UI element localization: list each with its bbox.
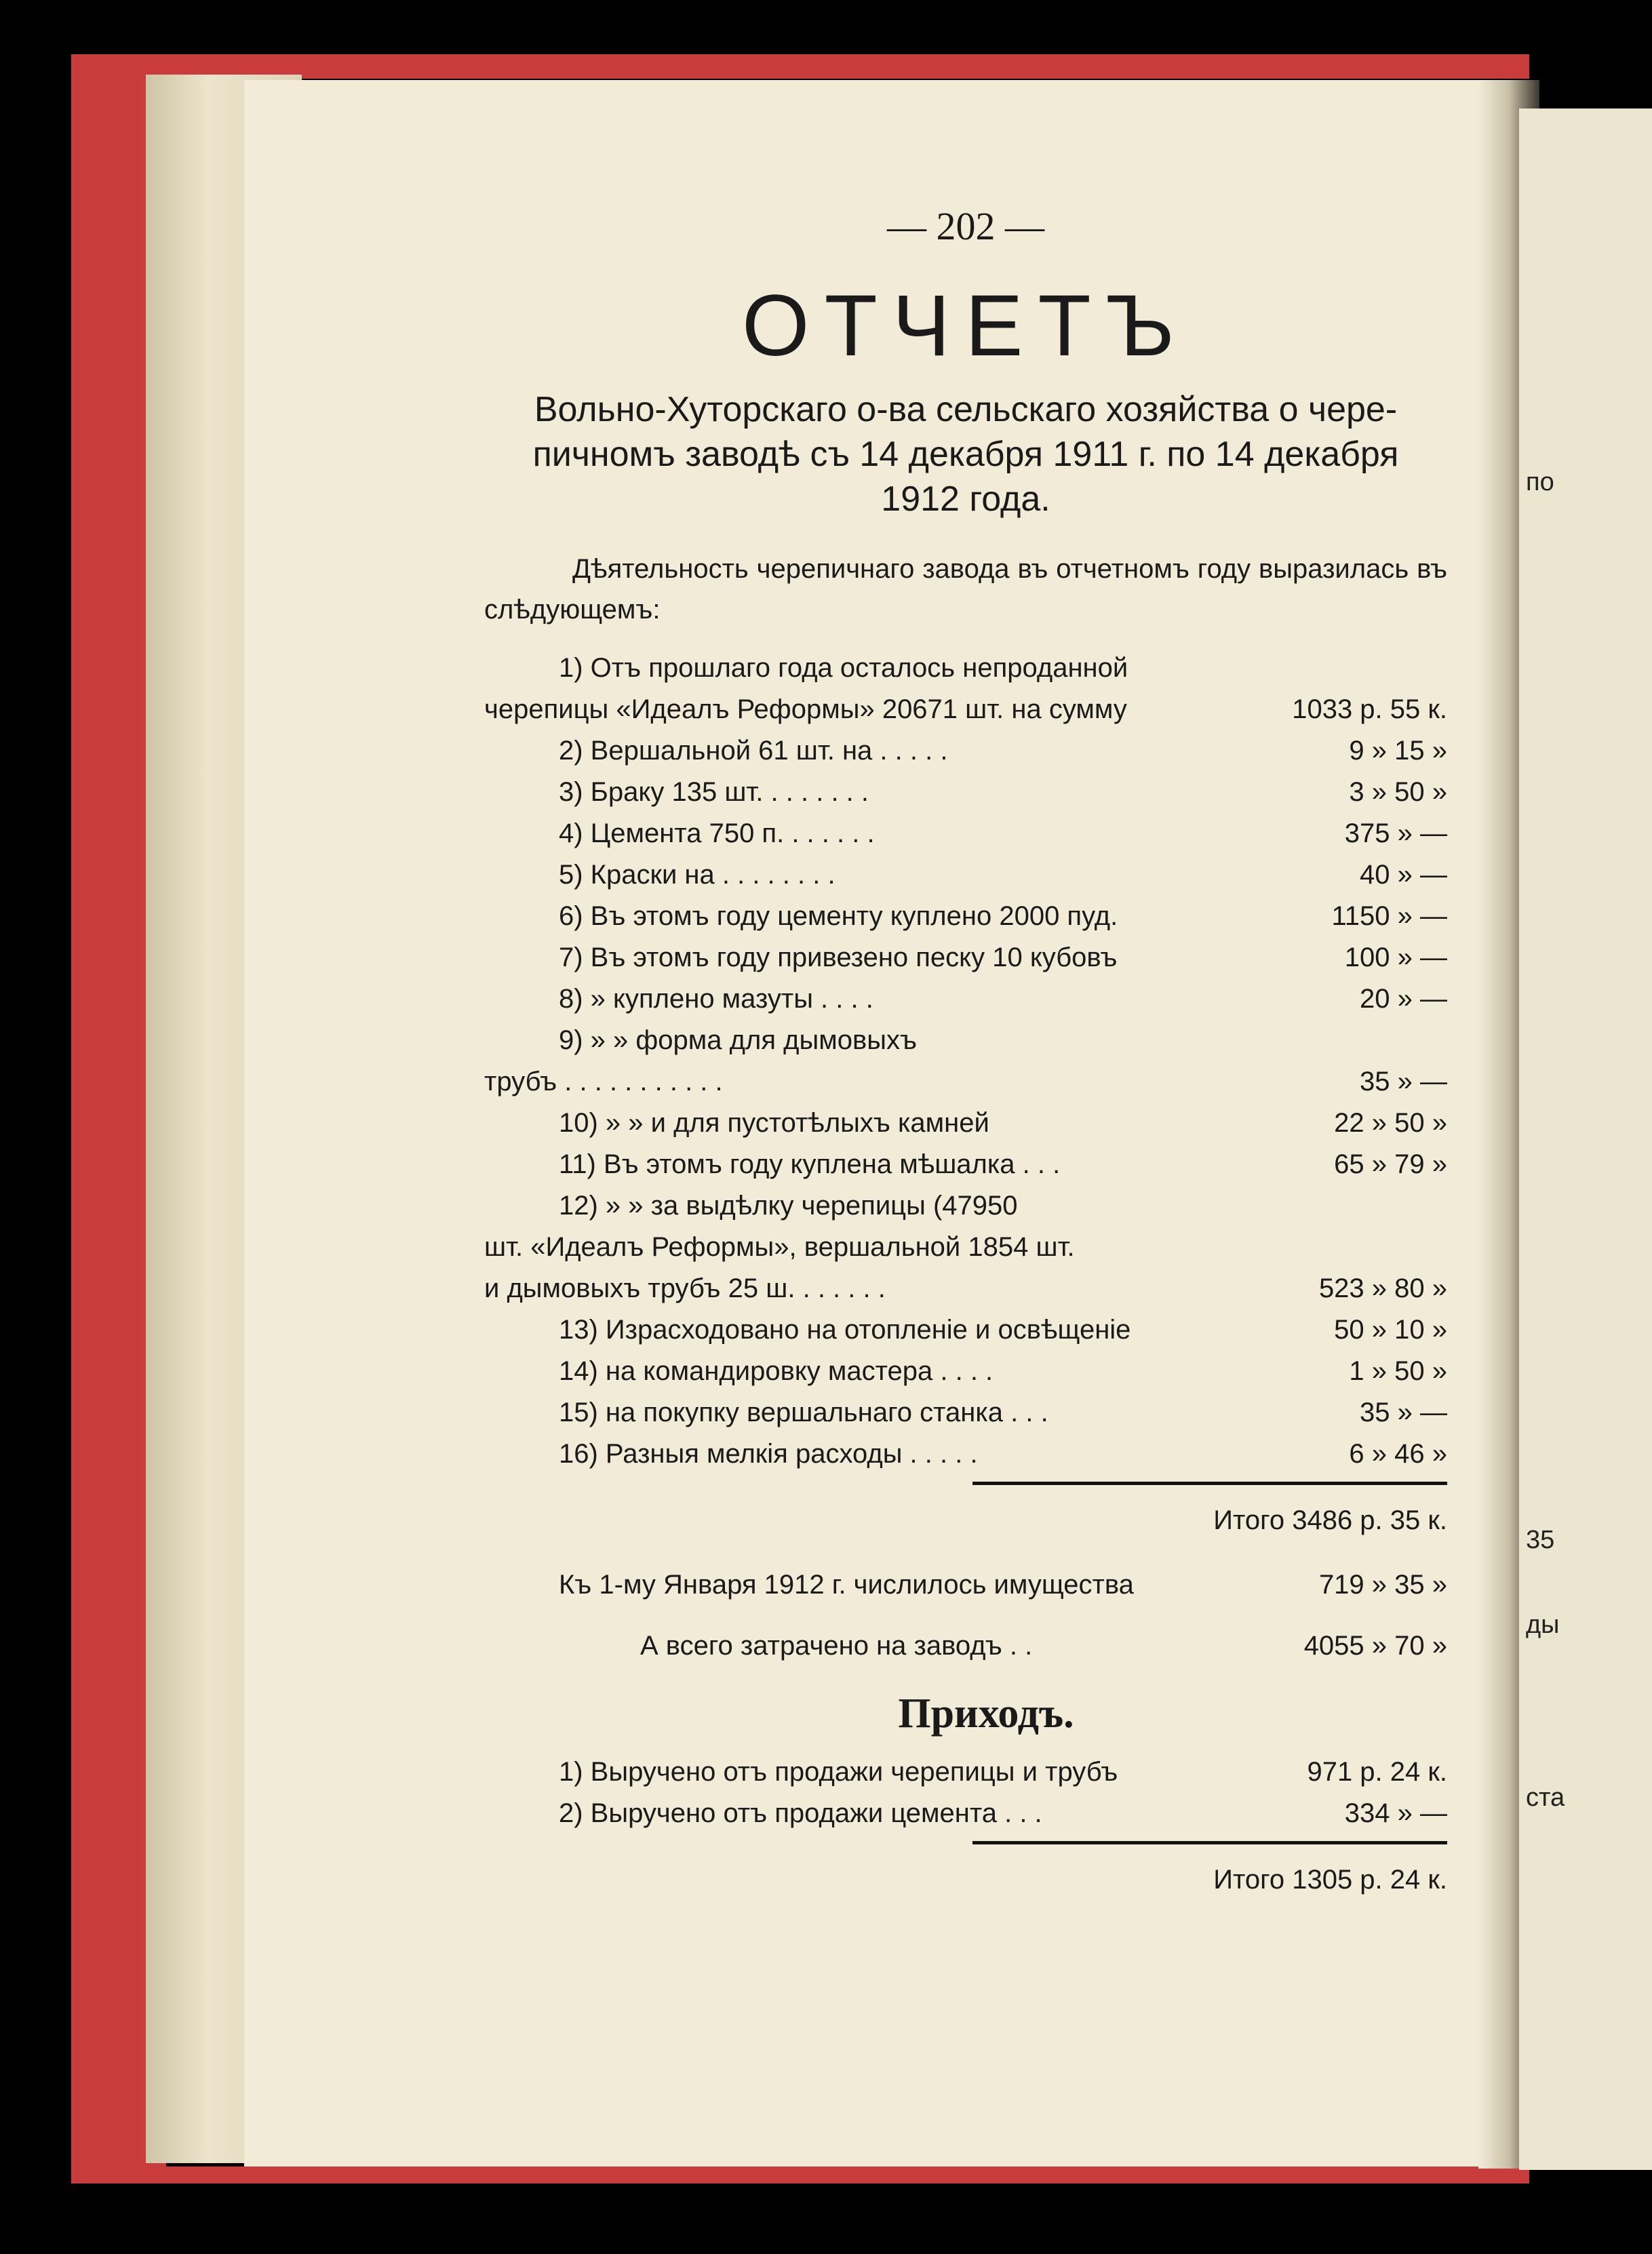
expense-row-amount: 22 » 50 » bbox=[1334, 1108, 1447, 1138]
income-row-amount: 334 » — bbox=[1344, 1798, 1447, 1828]
adjacent-page-fragment: по bbox=[1526, 468, 1554, 496]
expense-row-label: трубъ . . . . . . . . . . . bbox=[484, 1067, 723, 1096]
expense-row-label: 13) Израсходовано на отопленіе и освѣщеніе bbox=[559, 1315, 1131, 1345]
income-heading: Приходъ. bbox=[898, 1691, 1074, 1737]
expense-row bbox=[484, 978, 1447, 1020]
adjacent-page-fragment: ды bbox=[1526, 1610, 1560, 1639]
expense-row bbox=[484, 730, 1447, 772]
adjacent-page-fragment: ста bbox=[1526, 1783, 1565, 1812]
expense-row bbox=[484, 1392, 1447, 1434]
income-list bbox=[484, 1752, 1447, 1834]
expense-row-amount: 50 » 10 » bbox=[1334, 1315, 1447, 1345]
expense-row-label: и дымовыхъ трубъ 25 ш. . . . . . . bbox=[484, 1273, 886, 1303]
expense-row-amount: 523 » 80 » bbox=[1318, 1273, 1447, 1303]
expense-row-amount: 35 » — bbox=[1360, 1067, 1447, 1096]
expense-row-label: 2) Вершальной 61 шт. на . . . . . bbox=[559, 736, 948, 766]
income-total: Итого 1305 р. 24 к. bbox=[1213, 1865, 1447, 1895]
expense-row bbox=[484, 1309, 1447, 1351]
expense-row bbox=[484, 813, 1447, 854]
page-content bbox=[484, 203, 1447, 1914]
expense-row-label: 14) на командировку мастера . . . . bbox=[559, 1356, 994, 1386]
expense-row-amount: 9 » 15 » bbox=[1349, 736, 1447, 766]
expense-row bbox=[484, 1434, 1447, 1475]
expense-row-label: 8) » куплено мазуты . . . . bbox=[559, 984, 873, 1014]
subtitle-line: пичномъ заводѣ съ 14 декабря 1911 г. по 14 декабря bbox=[532, 435, 1399, 474]
expense-row-label: 4) Цемента 750 п. . . . . . . bbox=[559, 818, 875, 848]
expense-row-amount: 1033 р. 55 к. bbox=[1292, 694, 1447, 724]
report-subtitle bbox=[484, 387, 1447, 521]
expense-row bbox=[484, 1185, 1447, 1227]
expense-row-label: 1) Отъ прошлаго года осталось непроданной bbox=[559, 653, 1128, 683]
expense-row bbox=[484, 896, 1447, 937]
page-number: — 202 — bbox=[887, 204, 1044, 248]
expense-row bbox=[484, 1061, 1447, 1103]
expense-row-amount: 1150 » — bbox=[1331, 901, 1447, 931]
income-row-amount: 971 р. 24 к. bbox=[1307, 1757, 1447, 1787]
expense-row-amount: 100 » — bbox=[1344, 943, 1447, 972]
expense-row bbox=[484, 1144, 1447, 1185]
property-amount: 719 » 35 » bbox=[1318, 1570, 1447, 1600]
adjacent-page bbox=[1519, 108, 1652, 2170]
property-label: Къ 1-му Января 1912 г. числилось имущества bbox=[559, 1570, 1134, 1600]
expense-row-amount: 6 » 46 » bbox=[1349, 1439, 1447, 1469]
expense-row bbox=[484, 937, 1447, 978]
expense-row bbox=[484, 1268, 1447, 1309]
subtitle-line: Вольно-Хуторскаго о-ва сельскаго хозяйства о чере- bbox=[534, 390, 1398, 429]
expense-row bbox=[484, 689, 1447, 730]
expense-row-label: 16) Разныя мелкія расходы . . . . . bbox=[559, 1439, 978, 1469]
expense-row-amount: 40 » — bbox=[1360, 860, 1447, 890]
expense-row-label: 5) Краски на . . . . . . . . bbox=[559, 860, 835, 890]
property-row bbox=[484, 1554, 1447, 1615]
expense-row-amount: 1 » 50 » bbox=[1349, 1356, 1447, 1386]
income-row bbox=[484, 1752, 1447, 1793]
expense-row-label: шт. «Идеалъ Реформы», вершальной 1854 шт. bbox=[484, 1232, 1075, 1262]
income-total-rule bbox=[972, 1841, 1447, 1844]
expense-row-amount: 20 » — bbox=[1360, 984, 1447, 1014]
expense-row-label: 15) на покупку вершальнаго станка . . . bbox=[559, 1398, 1048, 1427]
expense-row bbox=[484, 854, 1447, 896]
expense-row bbox=[484, 1351, 1447, 1392]
total-rule bbox=[972, 1482, 1447, 1485]
income-row-label: 1) Выручено отъ продажи черепицы и трубъ bbox=[559, 1757, 1118, 1787]
expense-row-label: 3) Браку 135 шт. . . . . . . . bbox=[559, 777, 869, 807]
expense-list bbox=[484, 648, 1447, 1475]
expense-row-amount: 3 » 50 » bbox=[1349, 777, 1447, 807]
expense-row bbox=[484, 1020, 1447, 1061]
income-row bbox=[484, 1793, 1447, 1834]
spent-amount: 4055 » 70 » bbox=[1303, 1631, 1447, 1661]
income-row-label: 2) Выручено отъ продажи цемента . . . bbox=[559, 1798, 1042, 1828]
intro-paragraph: Дѣятельность черепичнаго завода въ отчетномъ году выразилась въ слѣдующемъ: bbox=[484, 554, 1447, 625]
spent-label: А всего затрачено на заводъ . . bbox=[640, 1631, 1033, 1661]
expense-row bbox=[484, 1227, 1447, 1268]
spent-row bbox=[484, 1615, 1447, 1676]
expense-row-label: 7) Въ этомъ году привезено песку 10 кубовъ bbox=[559, 943, 1118, 972]
expense-row bbox=[484, 648, 1447, 689]
subtitle-line: 1912 года. bbox=[881, 479, 1050, 519]
expense-row-label: черепицы «Идеалъ Реформы» 20671 шт. на сумму bbox=[484, 694, 1127, 724]
expense-row-label: 10) » » и для пустотѣлыхъ камней bbox=[559, 1108, 989, 1138]
expense-row bbox=[484, 1103, 1447, 1144]
adjacent-page-fragment: 35 bbox=[1526, 1526, 1555, 1554]
book-cover-bottom bbox=[71, 2167, 1529, 2183]
expense-row-label: 12) » » за выдѣлку черепицы (47950 bbox=[559, 1191, 1018, 1221]
expense-row-amount: 65 » 79 » bbox=[1334, 1149, 1447, 1179]
expense-row-label: 6) Въ этомъ году цементу куплено 2000 пуд. bbox=[559, 901, 1118, 931]
expenses-total: Итого 3486 р. 35 к. bbox=[1213, 1505, 1447, 1535]
expense-row-amount: 35 » — bbox=[1360, 1398, 1447, 1427]
report-title: ОТЧЕТЪ bbox=[742, 277, 1189, 374]
expense-row-label: 11) Въ этомъ году куплена мѣшалка . . . bbox=[559, 1149, 1061, 1179]
expense-row-amount: 375 » — bbox=[1344, 818, 1447, 848]
expense-row bbox=[484, 772, 1447, 813]
expense-row-label: 9) » » форма для дымовыхъ bbox=[559, 1025, 917, 1055]
